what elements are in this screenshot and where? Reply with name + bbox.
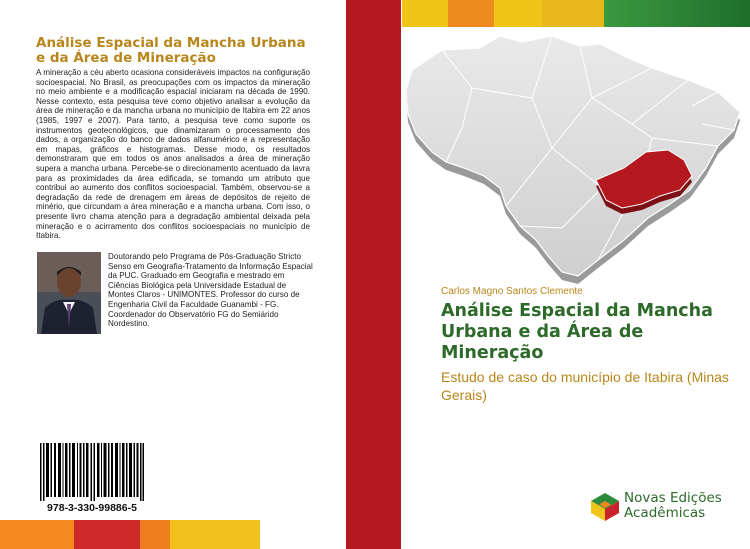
top-strip-yellow-1 [402, 0, 448, 27]
publisher-name [624, 491, 744, 521]
bottom-strip-orange-2 [140, 520, 170, 549]
top-strip-yellow-2 [494, 0, 542, 27]
top-strip-green [604, 0, 750, 27]
top-strip-gold [542, 0, 604, 27]
publisher-name-line2: Acadêmicas [624, 505, 706, 521]
brazil-landmass [406, 36, 740, 276]
back-cover-abstract: A mineração a céu aberto ocasiona consideráveis impactos na configuração socioespacial. No Brasil, as preocupações com os impactos da mineração no meio ambiente e a modificação espacial iniciaram na década de 1990. Nesse contexto, esta pesquisa teve como objetivo analisar a evolução da área de mineração e da mancha urbana no município de Itabira em 22 anos (1985, 1997 e 2007). Para tanto, a pesquisa teve como suporte os instrumentos geotecnológicos, que dinamizaram o processamento dos dados, a organização do banco de dados alfanumérico e a representação em mapas, gráficos e histogramas. Desse modo, os resultados demonstraram que em todos os anos analisados a área de mineração supera a mancha urbana. Percebe-se o direcionamento acentuado da lavra para as proximidades da área edificada, se tomando um atributo que contribui ao aumento dos conflitos socioespacial. Também, observou-se a degradação da rede de drenagem em áreas de depósitos de rejeito de minério, que circundam a área mineração e a mancha urbana. Com isso, o presente livro chama atenção para a degradação ambiental deixada pela mineração e o acirramento dos conflitos socioespaciais no município de Itabira. [36, 68, 310, 241]
author-bio: Doutorando pelo Programa de Pós-Graduação Stricto Senso em Geografia-Tratamento da Informação Espacial da PUC. Graduado em Geografia e mestrado em Ciências Biológica pela Universidade Estadual de Montes Claros - UNIMONTES. Professor do curso de Engenharia Civil da Faculdade Guanambi - FG. Coordenador do Observatório FG do Semiárido Nordestino. [108, 252, 313, 329]
bottom-strip-orange [0, 520, 74, 549]
front-cover-title: Análise Espacial da Mancha Urbana e da Área de Mineração [441, 301, 713, 363]
back-cover-title: Análise Espacial da Mancha Urbana e da Área de Mineração [36, 35, 306, 66]
book-spine [346, 0, 401, 549]
top-strip-orange [448, 0, 494, 27]
front-cover-author: Carlos Magno Santos Clemente [441, 286, 583, 297]
isbn-number: 978-3-330-99886-5 [47, 502, 137, 514]
bottom-strip-red [74, 520, 140, 549]
publisher-logo-icon [590, 492, 620, 522]
barcode [40, 443, 144, 501]
brazil-map [402, 28, 750, 290]
author-photo [37, 252, 101, 334]
bottom-strip-yellow [170, 520, 260, 549]
publisher-name-line1: Novas Edições [624, 490, 722, 506]
front-cover-subtitle: Estudo de caso do município de Itabira (Minas Gerais) [441, 369, 729, 403]
